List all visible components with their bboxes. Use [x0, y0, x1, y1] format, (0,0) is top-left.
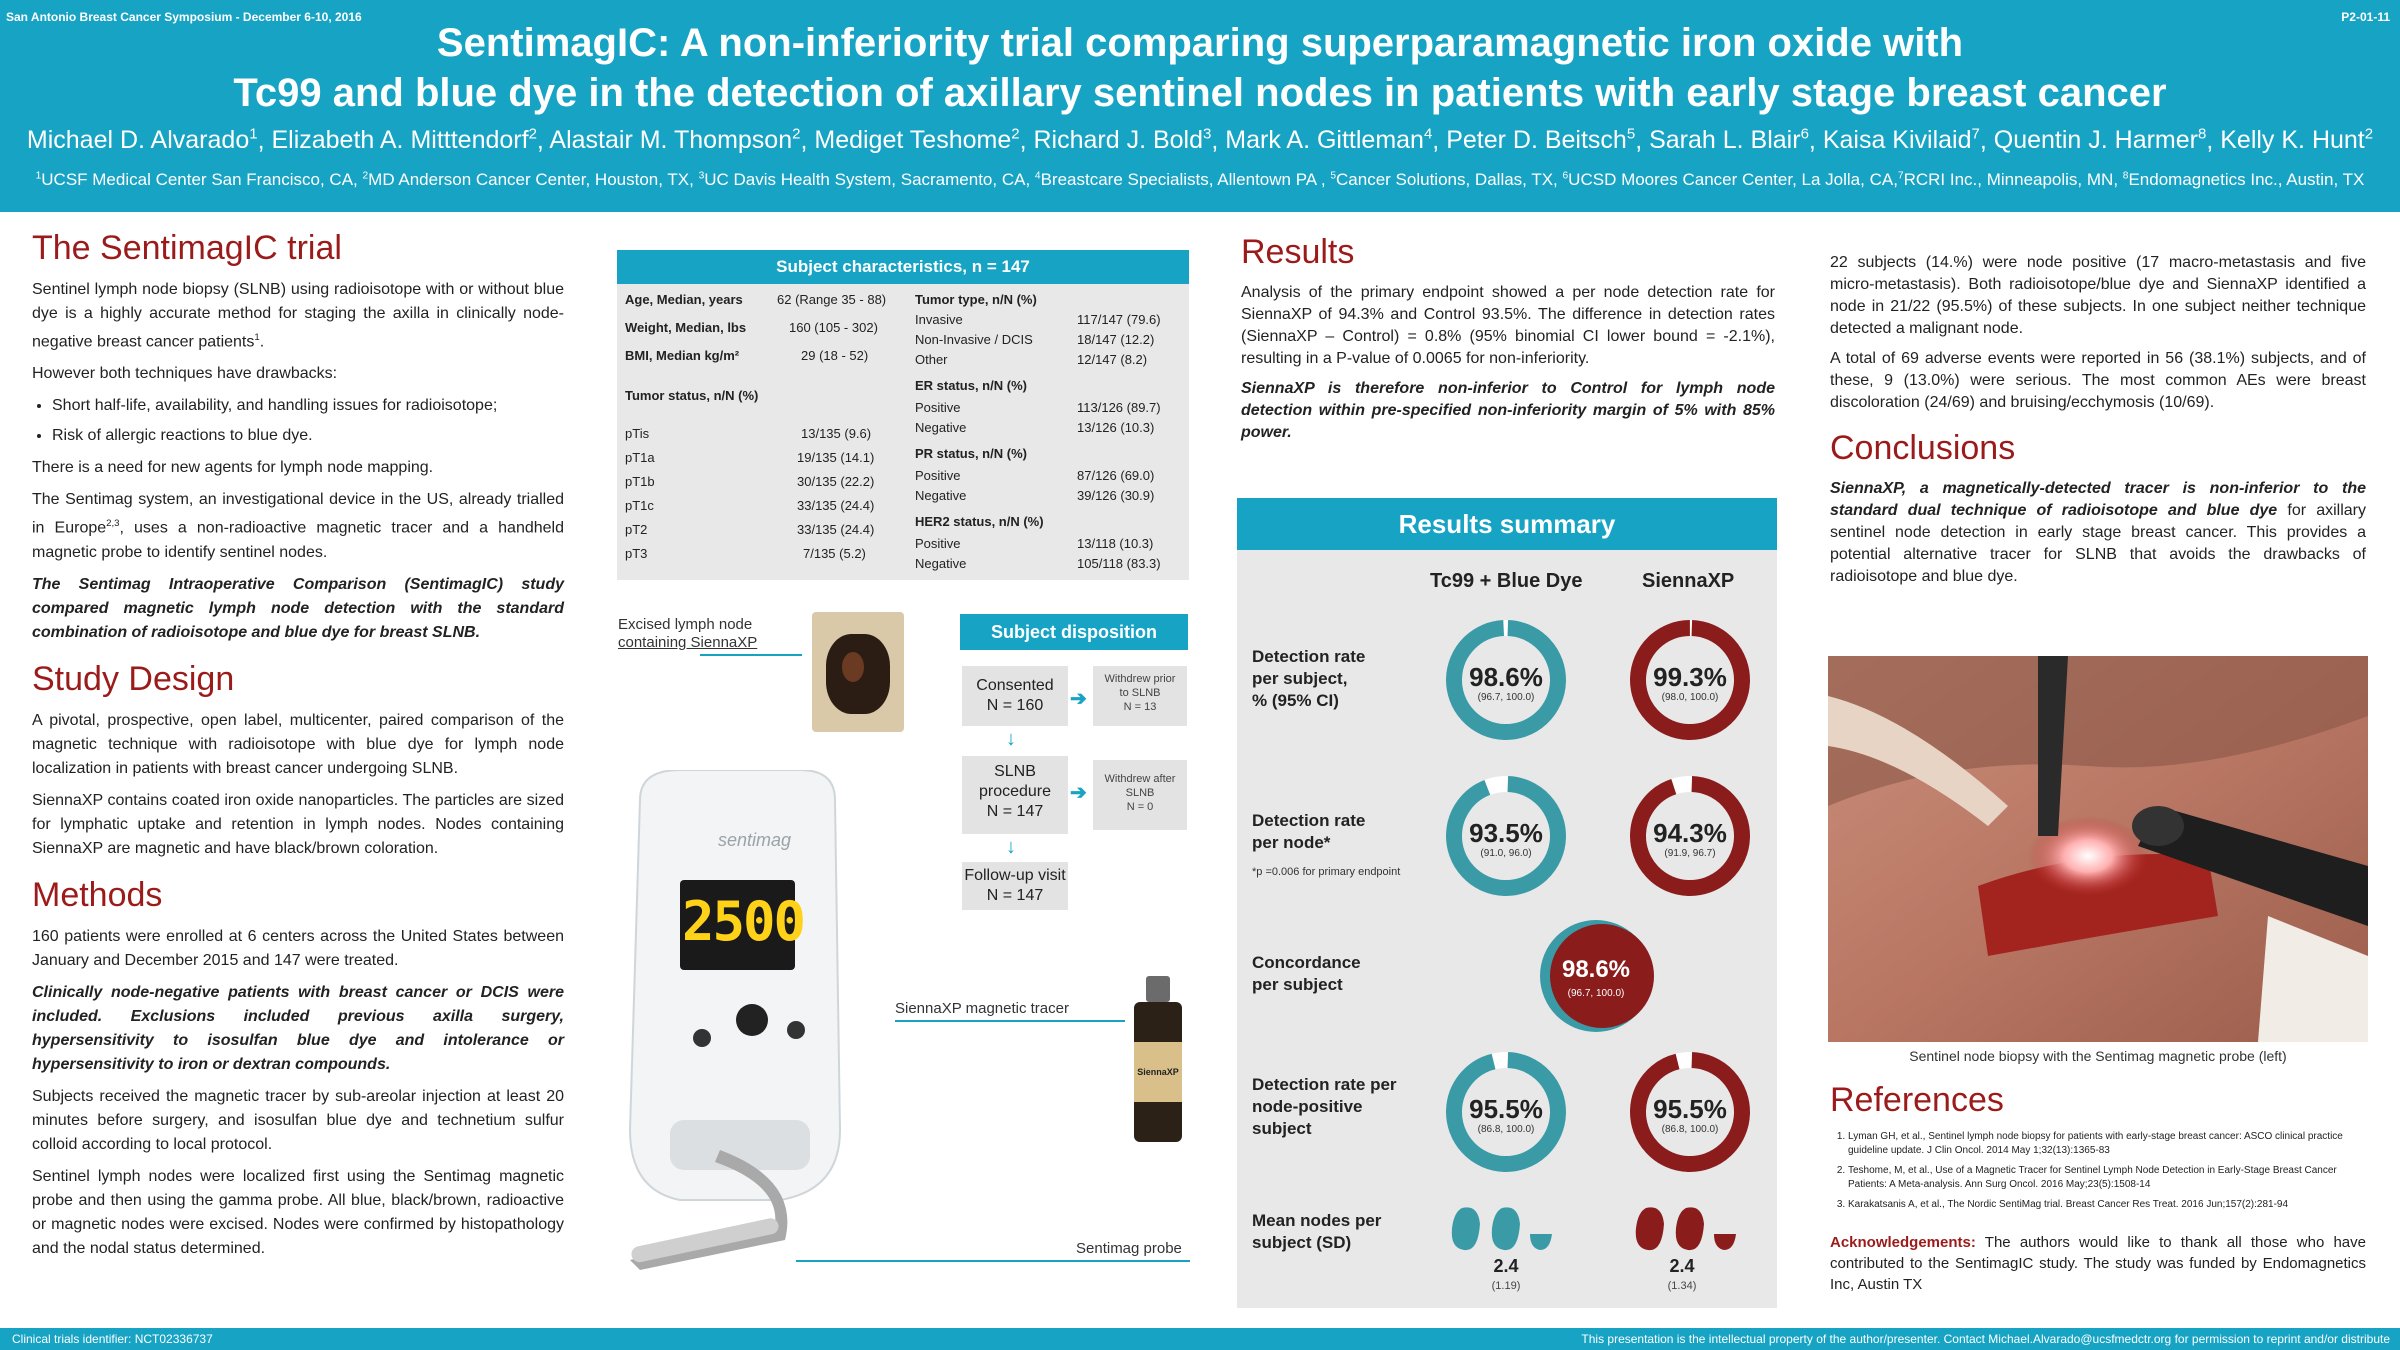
- list-item: 3. Karakatsanis A, et al., The Nordic SentiMag trial. Breast Cancer Res Treat. 2016 Jun;157(2):281-94: [1848, 1198, 2366, 1212]
- slnb-procedure-box: SLNB procedure N = 147: [962, 756, 1068, 834]
- table-cell: Weight, Median, lbs: [625, 320, 747, 335]
- arrow-down-icon: ↓: [1006, 728, 1016, 750]
- design-heading: Study Design: [32, 659, 235, 698]
- donut-ci: (96.7, 100.0): [1567, 988, 1625, 999]
- methods-paragraph-1: 160 patients were enrolled at 6 centers across the United States between January and December 2015 and 147 were treated.: [32, 927, 564, 969]
- poster-title-line2: Tc99 and blue dye in the detection of axillary sentinel nodes in patients with early stage breast cancer: [233, 71, 2167, 115]
- donut-siennaxp: [1622, 768, 1758, 904]
- table-cell: pT1b: [625, 474, 655, 489]
- author-name: Sarah L. Blair$^6$: [1649, 126, 1809, 155]
- arrow-right-icon: ➔: [1070, 688, 1087, 710]
- table-cell: Negative: [915, 556, 967, 571]
- results-summary-title: Results summary: [1237, 498, 1777, 550]
- donut-value: 99.3%: [1653, 662, 1727, 692]
- excised-node-caption: Excised lymph node containing SiennaXP: [618, 616, 758, 651]
- table-cell: 117/147 (79.6): [1077, 312, 1161, 327]
- copyright-notice: This presentation is the intellectual property of the author/presenter. Contact Michael.Alvarado@ucsfmedctr.org for permission to reprint and/or distribute: [1581, 1332, 2390, 1346]
- author-name: Richard J. Bold$^3$: [1033, 126, 1212, 155]
- nodes-sd-tc99: (1.19): [1491, 1280, 1521, 1292]
- metric-label: Mean nodes per subject (SD): [1252, 1211, 1382, 1252]
- follow-up-box: Follow-up visit N = 147: [962, 862, 1068, 910]
- table-cell: Positive: [915, 400, 961, 415]
- list-item: • Risk of allergic reactions to blue dye.: [52, 424, 564, 448]
- column-header-tc99: Tc99 + Blue Dye: [1430, 570, 1583, 592]
- author-name: Kaisa Kivilaid$^7$: [1822, 126, 1980, 155]
- trial-identifier: Clinical trials identifier: NCT02336737: [12, 1332, 213, 1346]
- table-cell: 105/118 (83.3): [1077, 556, 1161, 571]
- node-positive-paragraph: 22 subjects (14.%) were node positive (17 macro-metastasis and five micro-metastasis). Both radioisotope/blue dye and SiennaXP identified a node in 21/22 (95.5%) of these subjects. In one subject neither technique detected a malignant node.: [1830, 254, 2366, 337]
- table-cell: 13/118 (10.3): [1077, 536, 1154, 551]
- donut-value: 94.3%: [1653, 818, 1727, 848]
- conclusions-paragraph: SiennaXP, a magnetically-detected tracer is non-inferior to the standard dual technique of radioisotope and blue dye for axillary sentinel node detection in early stage breast cancer. This provides a potential alternative tracer for SLNB that avoids the drawbacks of radioisotope and blue dye.: [1830, 480, 2366, 585]
- table-cell: Negative: [915, 420, 967, 435]
- column-header-siennaxp: SiennaXP: [1642, 570, 1735, 592]
- nodes-sd-siennaxp: (1.34): [1667, 1280, 1697, 1292]
- table-cell: 33/135 (24.4): [797, 522, 875, 537]
- design-paragraph-2: SiennaXP contains coated iron oxide nanoparticles. The particles are sized for lymphatic uptake and retention in lymph nodes. Nodes containing SiennaXP are magnetic and have black/brown coloration.: [32, 791, 564, 857]
- vial-label: SiennaXP: [1134, 1042, 1182, 1102]
- photo-caption: Sentinel node biopsy with the Sentimag magnetic probe (left): [1909, 1048, 2287, 1064]
- table-cell: 39/126 (30.9): [1077, 488, 1155, 503]
- poster-header: [0, 0, 2400, 212]
- table-cell: 19/135 (14.1): [797, 450, 875, 465]
- reference-list: [1830, 1130, 2366, 1212]
- column-right-top: [1830, 252, 2366, 596]
- table-cell: pT2: [625, 522, 648, 537]
- results-column: [1241, 232, 1775, 452]
- author-list: Michael D. Alvarado$^1$, Elizabeth A. Mitttendorf$^2$, Alastair M. Thompson$^2$, Mediget Teshome$^2$, Richard J. Bold$^3$, Mark A. Gittleman$^4$, Peter D. Beitsch$^5$, Sarah L. Blair$^6$, Kaisa Kivilaid$^7$, Quentin J. Harmer$^8$, Kelly K. Hunt$^2$: [26, 126, 2374, 155]
- table-cell: 18/147 (12.2): [1077, 332, 1155, 347]
- donut-value: 98.6%: [1469, 662, 1543, 692]
- donut-value: 93.5%: [1469, 818, 1543, 848]
- metric-label: Detection rate per node-positive subject: [1252, 1075, 1397, 1138]
- methods-paragraph-3: Subjects received the magnetic tracer by sub-areolar injection at least 20 minutes before surgery, and isosulfan blue dye and technetium sulfur colloid according to local protocol.: [32, 1087, 564, 1153]
- table-cell: BMI, Median kg/m²: [625, 348, 740, 363]
- nodes-mean-siennaxp: 2.4: [1669, 1256, 1695, 1276]
- tracer-caption: SiennaXP magnetic tracer: [895, 1000, 1069, 1017]
- author-name: Michael D. Alvarado$^1$: [26, 126, 258, 155]
- surgery-photo: [1828, 656, 2368, 1042]
- table-cell: 13/126 (10.3): [1077, 420, 1155, 435]
- donut-tc99: [1438, 1044, 1574, 1180]
- table-cell: 160 (105 - 302): [789, 320, 878, 335]
- design-paragraph-1: A pivotal, prospective, open label, multicenter, paired comparison of the magnetic technique with radioisotope with blue dye for lymph node localization in patients with breast cancer undergoing SLNB.: [32, 711, 564, 777]
- trial-paragraph-2: However both techniques have drawbacks:: [32, 365, 338, 383]
- author-name: Kelly K. Hunt$^2$: [2220, 126, 2374, 155]
- table-cell: ER status, n/N (%): [915, 378, 1027, 393]
- table-cell: 62 (Range 35 - 88): [777, 292, 887, 307]
- list-item: 2. Teshome, M, et al., Use of a Magnetic Tracer for Sentinel Lymph Node Detection in Early-Stage Breast Cancer Patients: A Meta-analysis. Ann Surg Oncol. 2016 May;23(5):1508-14: [1848, 1164, 2366, 1192]
- trial-paragraph-5: The Sentimag Intraoperative Comparison (SentimagIC) study compared magnetic lymph node detection with the standard combination of radioisotope and blue dye for breast SLNB.: [32, 575, 564, 641]
- meeting-name: San Antonio Breast Cancer Symposium - December 6-10, 2016: [6, 10, 362, 24]
- poster-title-line1: SentimagIC: A non-inferiority trial comparing superparamagnetic iron oxide with: [436, 21, 1964, 65]
- column-left: [32, 228, 564, 1269]
- table-cell: 113/126 (89.7): [1077, 400, 1161, 415]
- list-item: 1. Lyman GH, et al., Sentinel lymph node biopsy for patients with early-stage breast cancer: ASCO clinical practice guideline update. J Clin Oncol. 2014 May 1;32(13):1365-83: [1848, 1130, 2366, 1158]
- metric-label: Detection rate per subject, % (95% CI): [1252, 647, 1366, 710]
- arrow-down-icon: ↓: [1006, 836, 1016, 858]
- siennaxp-vial: [1128, 976, 1188, 1146]
- table-cell: 12/147 (8.2): [1077, 352, 1148, 367]
- methods-paragraph-4: Sentinel lymph nodes were localized first using the Sentimag magnetic probe and then using the gamma probe. All blue, black/brown, radioactive or magnetic nodes were excised. Nodes were confirmed by histopathology and the nodal status determined.: [32, 1167, 564, 1257]
- table-cell: 13/135 (9.6): [801, 426, 872, 441]
- poster-footer: [0, 1328, 2400, 1350]
- adverse-events-paragraph: A total of 69 adverse events were reported in 56 (38.1%) subjects, and of these, 9 (13.0%) were serious. The most common AEs were breast discoloration (24/69) and bruising/ecchymosis (10/69).: [1830, 350, 2366, 411]
- donut-value: 95.5%: [1469, 1094, 1543, 1124]
- table-cell: pT3: [625, 546, 648, 561]
- concordance-donut: [1532, 912, 1660, 1040]
- table-cell: Invasive: [915, 312, 963, 327]
- trial-paragraph-3: There is a need for new agents for lymph node mapping.: [32, 459, 434, 477]
- probe-leader-line: [796, 1260, 1190, 1262]
- results-heading: Results: [1241, 233, 1355, 271]
- table-cell: Positive: [915, 468, 961, 483]
- donut-siennaxp: [1622, 1044, 1758, 1180]
- affiliation: Endomagnetics Inc., Austin, TX: [2128, 170, 2365, 189]
- metric-footnote: *p =0.006 for primary endpoint: [1252, 866, 1401, 878]
- device-brand-label: sentimag: [718, 830, 792, 850]
- affiliation: Breastcare Specialists, Allentown PA ,: [1040, 170, 1331, 189]
- list-item: • Short half-life, availability, and handling issues for radioisotope;: [52, 394, 564, 418]
- donut-ci: (91.9, 96.7): [1664, 848, 1716, 859]
- device-display-readout: 2500: [682, 890, 805, 953]
- table-cell: Tumor type, n/N (%): [915, 292, 1037, 307]
- table-cell: Other: [915, 352, 948, 367]
- acknowledgements: Acknowledgements: The authors would like to thank all those who have contributed to the SentimagIC study. The study was funded by Endomagnetics Inc, Austin TX: [1830, 1234, 2366, 1293]
- withdrew-after-box: Withdrew after SLNB N = 0: [1093, 760, 1187, 830]
- affiliation: UCSD Moores Cancer Center, La Jolla, CA,: [1568, 170, 1898, 189]
- table-cell: Non-Invasive / DCIS: [915, 332, 1033, 347]
- author-name: Quentin J. Harmer$^8$: [1993, 126, 2207, 155]
- affiliation-list: $^1$UCSF Medical Center San Francisco, CA, $^2$MD Anderson Cancer Center, Houston, TX, $^3$UC Davis Health System, Sacramento, CA, $^4$Breastcare Specialists, Allentown PA , $^5$Cancer Solutions, Dallas, TX, $^6$UCSD Moores Cancer Center, La Jolla, CA,$^7$RCRI Inc., Minneapolis, MN, $^8$Endomagnetics Inc., Austin, TX: [35, 170, 2365, 189]
- nodes-mean-tc99: 2.4: [1493, 1256, 1519, 1276]
- donut-tc99: [1438, 768, 1574, 904]
- table-cell: Tumor status, n/N (%): [625, 388, 759, 403]
- table-cell: HER2 status, n/N (%): [915, 514, 1044, 529]
- sentimag-device-illustration: [600, 770, 900, 1300]
- results-paragraph-2: SiennaXP is therefore non-inferior to Control for lymph node detection within pre-specified non-inferiority margin of 5% with 85% power.: [1241, 380, 1775, 441]
- consented-box: Consented N = 160: [962, 666, 1068, 726]
- references-heading: References: [1830, 1081, 2004, 1119]
- table-cell: PR status, n/N (%): [915, 446, 1027, 461]
- author-name: Mediget Teshome$^2$: [814, 126, 1020, 155]
- affiliation: MD Anderson Cancer Center, Houston, TX,: [368, 170, 699, 189]
- donut-ci: (91.0, 96.0): [1480, 848, 1532, 859]
- conclusions-heading: Conclusions: [1830, 429, 2016, 467]
- table-cell: Positive: [915, 536, 961, 551]
- donut-value: 95.5%: [1653, 1094, 1727, 1124]
- drawbacks-list: [32, 394, 564, 448]
- author-name: Alastair M. Thompson$^2$: [549, 126, 801, 155]
- donut-ci: (98.0, 100.0): [1661, 692, 1719, 703]
- donut-tc99: [1438, 612, 1574, 748]
- metric-label: Concordance per subject: [1252, 953, 1361, 994]
- results-paragraph-1: Analysis of the primary endpoint showed a per node detection rate for SiennaXP of 94.3% and Control 93.5%. The difference in detection rates (SiennaXP – Control) = 0.8% (95% binomial CI lower bound = -2.1%), resulting in a P-value of 0.0065 for non-inferiority.: [1241, 284, 1775, 367]
- subject-characteristics-table: [617, 250, 1189, 580]
- column-right-bottom: [1830, 1080, 2366, 1303]
- donut-siennaxp: [1622, 612, 1758, 748]
- subject-characteristics-title: Subject characteristics, n = 147: [617, 250, 1189, 284]
- methods-paragraph-2: Clinically node-negative patients with breast cancer or DCIS were included. Exclusions included previous axilla surgery, hypersensitivity to isosulfan blue dye and intolerance or hypersensitivity to iron or dextran compounds.: [32, 983, 564, 1073]
- donut-ci: (86.8, 100.0): [1477, 1124, 1535, 1135]
- poster-code: P2-01-11: [2341, 10, 2390, 24]
- table-cell: Age, Median, years: [625, 292, 743, 307]
- table-cell: 30/135 (22.2): [797, 474, 875, 489]
- metric-label: Detection rate per node*: [1252, 811, 1366, 852]
- methods-heading: Methods: [32, 875, 163, 914]
- donut-value: 98.6%: [1561, 956, 1631, 983]
- affiliation: UC Davis Health System, Sacramento, CA,: [704, 170, 1035, 189]
- excised-node-photo: [812, 612, 904, 732]
- affiliation: UCSF Medical Center San Francisco, CA,: [41, 170, 363, 189]
- disposition-title: Subject disposition: [960, 614, 1188, 650]
- trial-paragraph-1: Sentinel lymph node biopsy (SLNB) using radioisotope with or without blue dye is a highly accurate method for staging the axilla in clinically node-negative breast cancer patients$^1$.: [32, 281, 564, 351]
- table-cell: 87/126 (69.0): [1077, 468, 1155, 483]
- trial-heading: The SentimagIC trial: [32, 229, 342, 267]
- table-cell: 33/135 (24.4): [797, 498, 875, 513]
- withdrew-prior-box: Withdrew prior to SLNB N = 13: [1093, 666, 1187, 726]
- excised-node-leader-line: [700, 654, 802, 656]
- table-cell: Negative: [915, 488, 967, 503]
- probe-caption: Sentimag probe: [1076, 1240, 1182, 1257]
- tracer-leader-line: [895, 1020, 1125, 1022]
- author-name: Mark A. Gittleman$^4$: [1225, 126, 1433, 155]
- affiliation: RCRI Inc., Minneapolis, MN,: [1903, 170, 2123, 189]
- trial-paragraph-4: The Sentimag system, an investigational device in the US, already trialled in Europe$^{2,3}$, uses a non-radioactive magnetic tracer and a handheld magnetic probe to identify sentinel nodes.: [32, 491, 564, 561]
- table-cell: pT1a: [625, 450, 655, 465]
- affiliation: Cancer Solutions, Dallas, TX,: [1336, 170, 1563, 189]
- author-name: Peter D. Beitsch$^5$: [1446, 126, 1636, 155]
- donut-ci: (86.8, 100.0): [1661, 1124, 1719, 1135]
- author-name: Elizabeth A. Mitttendorf$^2$: [271, 126, 537, 155]
- arrow-right-icon: ➔: [1070, 782, 1087, 804]
- table-cell: pT1c: [625, 498, 654, 513]
- donut-ci: (96.7, 100.0): [1477, 692, 1535, 703]
- table-cell: 29 (18 - 52): [801, 348, 869, 363]
- table-cell: 7/135 (5.2): [803, 546, 866, 561]
- table-cell: pTis: [625, 426, 650, 441]
